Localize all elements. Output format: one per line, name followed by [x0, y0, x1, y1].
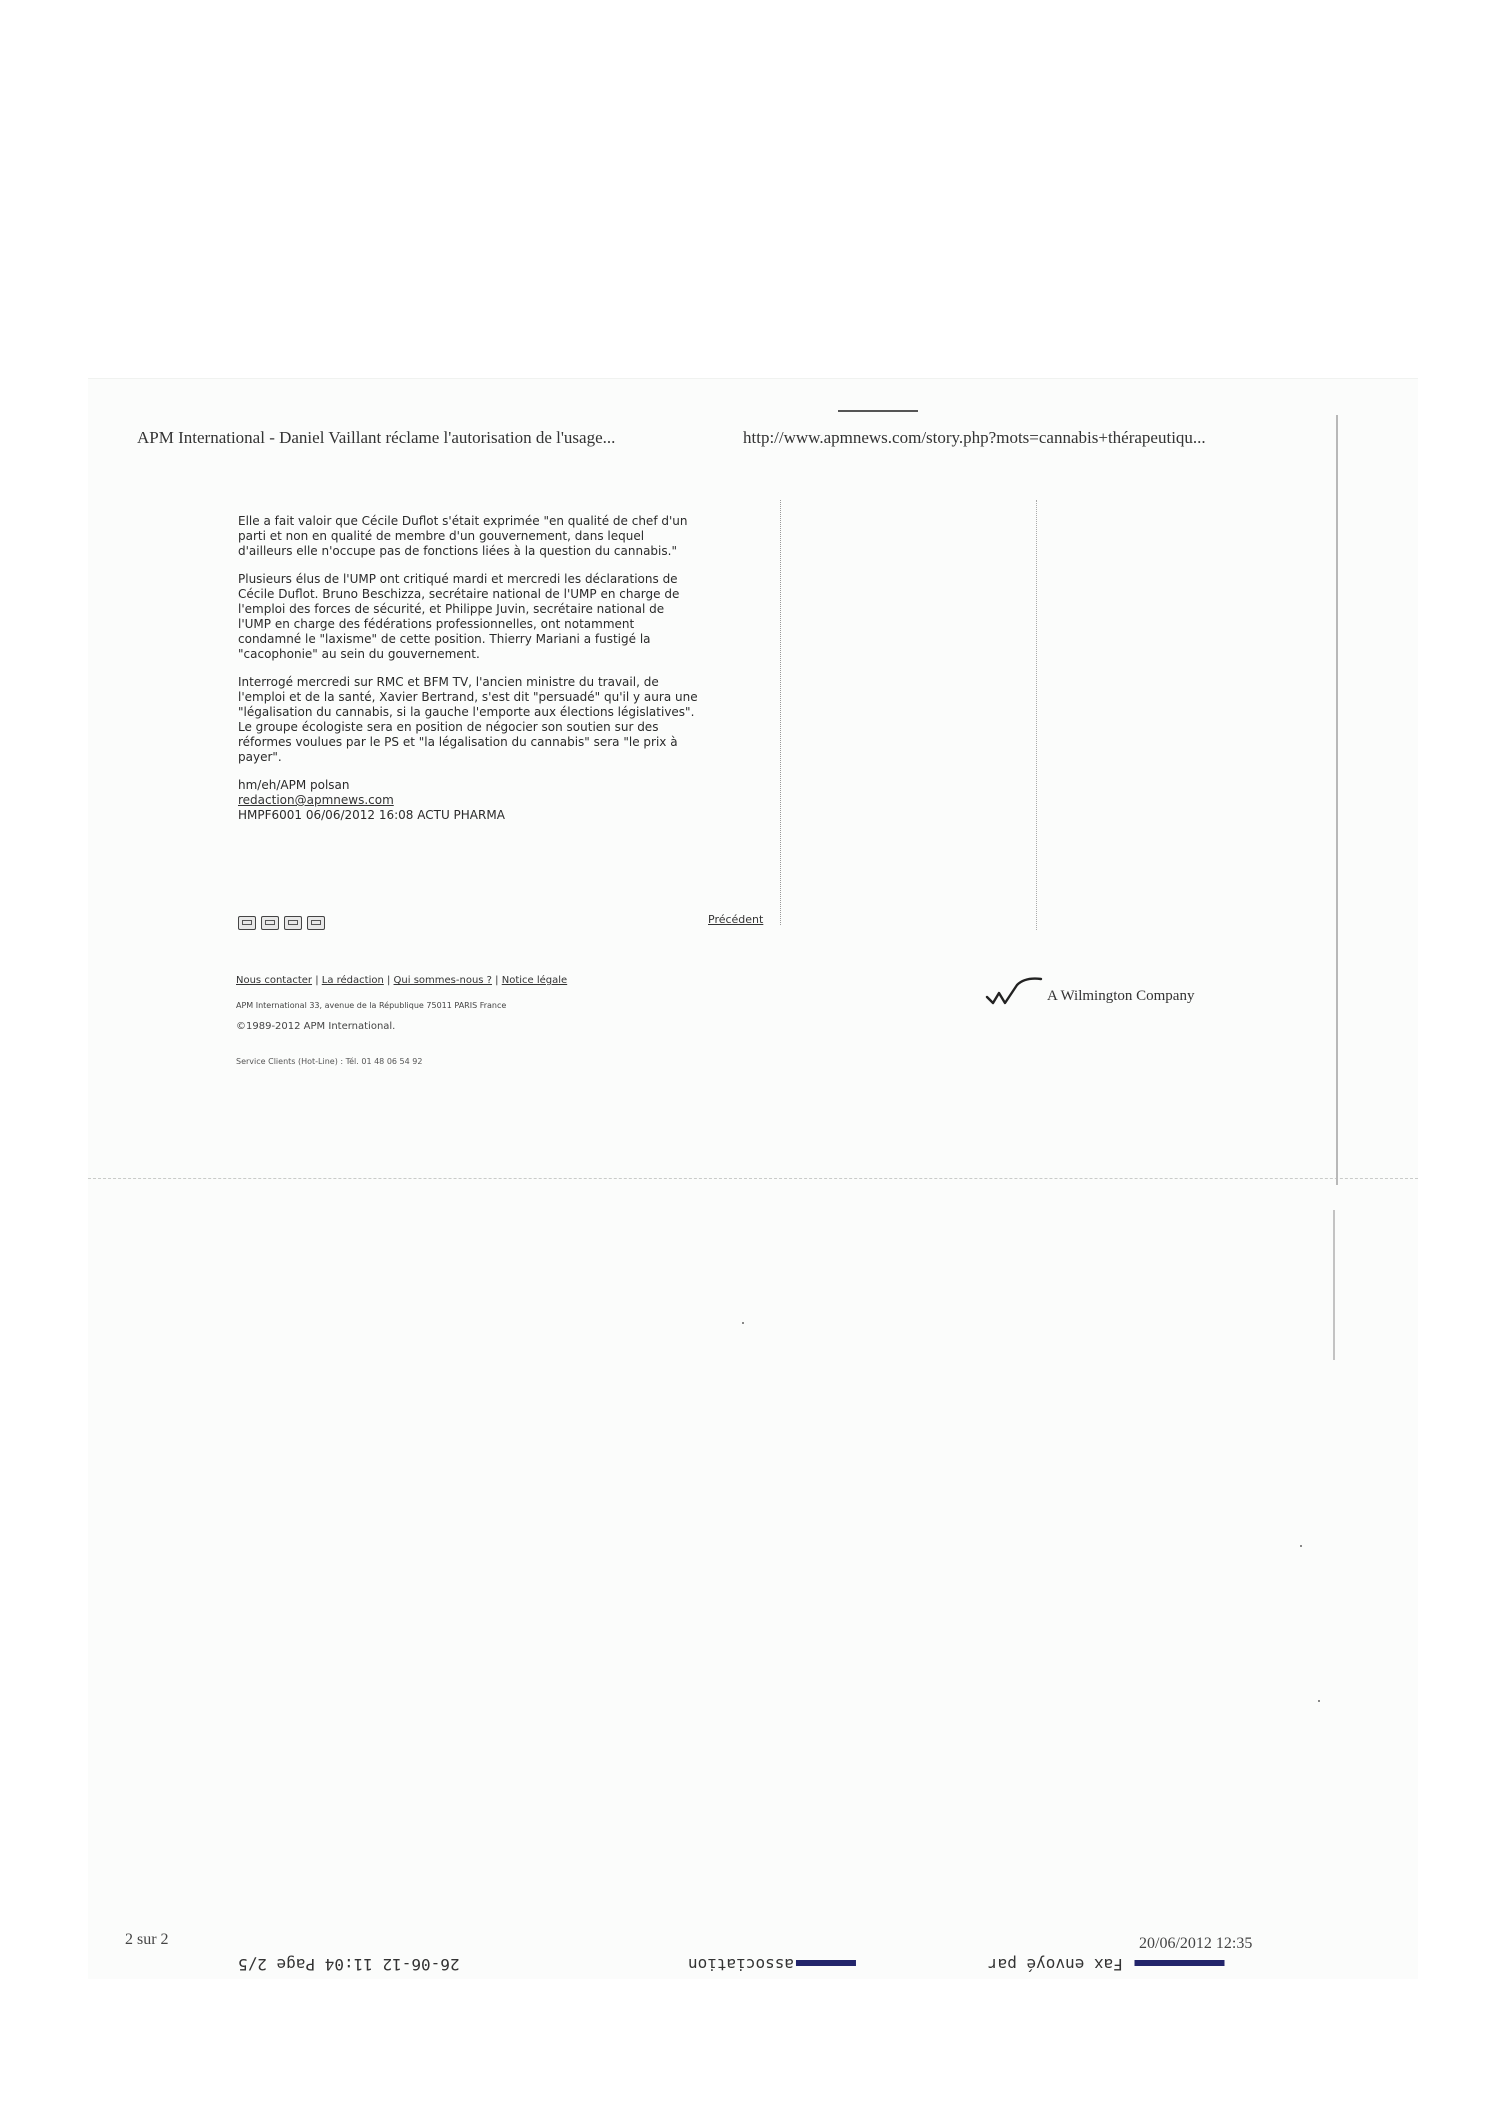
fold-line — [88, 1178, 1418, 1179]
signature-block — [238, 778, 778, 823]
author-codes: hm/eh/APM polsan — [238, 778, 350, 792]
wilmington-swoosh-icon — [985, 975, 1045, 1007]
fax-sent-by: Fax envoyé par — [988, 1955, 1123, 1974]
fax-date-page: 26-06-12 11:04 Page 2/5 — [238, 1955, 460, 1974]
footer-link-legal[interactable]: Notice légale — [501, 975, 568, 986]
article-paragraph-2: Plusieurs élus de l'UMP ont critiqué mardi et mercredi les déclarations de Cécile Duflot. Bruno Beschizza, secrétaire national de l'UMP en charge de l'emploi des forces de sécurité, et Philippe Juvin, secrétaire national de l'UMP en charge des fédérations professionnelles, ont notamment condamné le "laxisme" de cette position. Thierry Mariani a fustigé la "cacophonie" au sein du gouvernement. — [238, 572, 680, 661]
top-mark — [838, 410, 918, 412]
footer-nav: Nous contacter | La rédaction | Qui sommes-nous ? | Notice légale — [236, 975, 568, 986]
article-paragraph-1: Elle a fait valoir que Cécile Duflot s'était exprimée "en qualité de chef d'un parti et non en qualité de membre d'un gouvernement, dans lequel d'ailleurs elle n'occupe pas de fonctions liées à la question du cannabis." — [238, 514, 688, 558]
print-datetime: 20/06/2012 12:35 — [1139, 1935, 1253, 1952]
footer-link-redaction[interactable]: La rédaction — [321, 975, 384, 986]
fax-sender — [988, 1955, 1227, 1974]
scan-speck — [742, 1322, 744, 1324]
article-toolbar — [238, 916, 325, 934]
redaction-mark — [1135, 1961, 1225, 1967]
share-icon[interactable] — [284, 916, 302, 930]
print-icon[interactable] — [238, 916, 256, 930]
footer-link-contact[interactable]: Nous contacter — [236, 975, 313, 986]
scan-edge-lower — [1333, 1210, 1335, 1360]
story-reference: HMPF6001 06/06/2012 16:08 ACTU PHARMA — [238, 808, 505, 822]
footer-address: APM International 33, avenue de la République 75011 PARIS France — [236, 1001, 507, 1010]
email-link[interactable]: redaction@apmnews.com — [238, 793, 394, 807]
email-icon[interactable] — [261, 916, 279, 930]
browser-page-title: APM International - Daniel Vaillant réclame l'autorisation de l'usage... — [137, 428, 616, 447]
footer-copyright: ©1989-2012 APM International. — [236, 1021, 396, 1032]
footer-link-about[interactable]: Qui sommes-nous ? — [393, 975, 492, 986]
scan-edge — [1336, 415, 1338, 1185]
footer-service-line: Service Clients (Hot-Line) : Tél. 01 48 06 54 92 — [236, 1057, 423, 1066]
save-icon[interactable] — [307, 916, 325, 930]
fax-association-text: association — [688, 1955, 794, 1974]
article-paragraph-3: Interrogé mercredi sur RMC et BFM TV, l'ancien ministre du travail, de l'emploi et de la santé, Xavier Bertrand, s'est dit "persuadé" qu'il y aura une "légalisation du cannabis, si la gauche l'emporte aux élections législatives". Le groupe écologiste sera en position de négocier son soutien sur des réformes voulues par le PS et "la légalisation du cannabis" sera "le prix à payer". — [238, 675, 698, 764]
scan-speck — [1300, 1545, 1302, 1547]
scan-speck — [1318, 1700, 1320, 1702]
browser-page-url: http://www.apmnews.com/story.php?mots=cannabis+thérapeutiqu... — [743, 428, 1206, 447]
company-name: A Wilmington Company — [1047, 988, 1195, 1004]
wilmington-logo — [985, 975, 1194, 1007]
fax-association — [688, 1955, 858, 1974]
page-count: 2 sur 2 — [125, 1931, 169, 1948]
column-divider — [780, 500, 781, 925]
redaction-mark — [796, 1961, 856, 1967]
article-body — [238, 514, 778, 823]
sidebar-divider — [1036, 500, 1037, 930]
previous-link[interactable]: Précédent — [708, 913, 764, 926]
